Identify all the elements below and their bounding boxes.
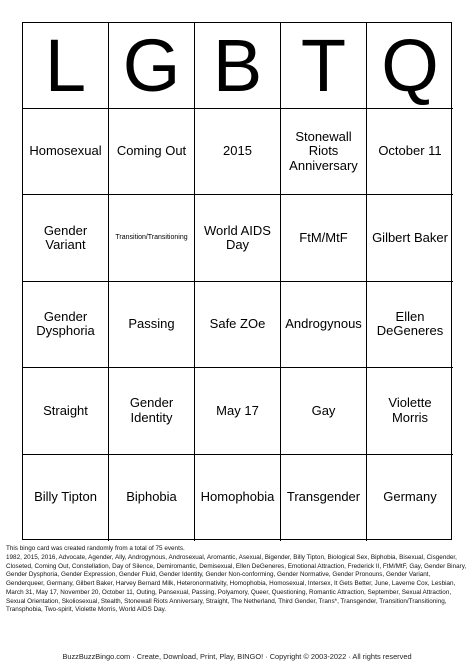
bingo-cell: Homosexual [23,109,109,195]
bingo-cell: Homophobia [195,455,281,541]
bingo-cell: Safe ZOe [195,282,281,368]
bingo-cell: May 17 [195,368,281,454]
bingo-cell: Gender Variant [23,195,109,281]
header-letter-g: G [109,23,195,109]
bingo-grid [23,23,451,539]
bingo-cell: World AIDS Day [195,195,281,281]
header-letter-l: L [23,23,109,109]
bingo-cell: Violette Morris [367,368,453,454]
bingo-cell: Ellen DeGeneres [367,282,453,368]
bingo-cell: 2015 [195,109,281,195]
bingo-cell: Gay [281,368,367,454]
footnote-intro: This bingo card was created randomly from a total of 75 events. [6,545,185,552]
event-list-footnote [6,545,468,615]
bingo-cell: Straight [23,368,109,454]
footnote-events: 1982, 2015, 2016, Advocate, Agender, Ally, Androgynous, Androsexual, Aromantic, Asexual, Bigender, Billy Tipton, Biological Sex, Biphobia, Bisexual, Cisgender, Closeted, Coming Out, Constellation, Day of Silence, Demiromantic, Demisexual, Ellen DeGeneres, Emotional Attraction, Frederick II, FtM/MtF, Gay, Gender Binary, Gender Dysphoria, Gender Expression, Gender Fluid, Gender Identity, Gender Non-conforming, Gender Normative, Gender Pronouns, Gender Variant, Genderqueer, Germany, Gilbert Baker, Harvey Bernard Milk, Heteronormativity, Homophobia, Homosexual, Intersex, It Gets Better, June, Laverne Cox, Lesbian, March 31, May 17, November 20, October 11, Outing, Pansexual, Passing, Polyamory, Queer, Questioning, Romantic Attraction, September, Sexual Attraction, Sexual Orientation, Skoliosexual, Stealth, Stonewall Riots Anniversary, Straight, The Netherland, Third Gender, Trans*, Transgender, Transition/Transitioning, Transphobia, Two-spirit, Violette Morris, World AIDS Day. [6,553,467,614]
bingo-cell: Biphobia [109,455,195,541]
bingo-cell: Transgender [281,455,367,541]
bingo-cell: FtM/MtF [281,195,367,281]
bingo-cell: Billy Tipton [23,455,109,541]
header-letter-b: B [195,23,281,109]
bingo-card [22,22,452,540]
bingo-cell: Germany [383,489,437,505]
bingo-cell: October 11 [367,109,453,195]
bingo-cell: Transition/Transitioning [109,195,195,281]
bingo-cell: Stonewall Riots Anniversary [281,109,367,195]
bingo-cell: Gilbert Baker [367,195,453,281]
bingo-cell: Passing [109,282,195,368]
header-letter-q: Q [367,23,453,109]
bingo-cell: Coming Out [109,109,195,195]
header-letter-t: T [281,23,367,109]
site-footer: BuzzBuzzBingo.com · Create, Download, Print, Play, BINGO! · Copyright © 2003-2022 · All rights reserved [62,652,412,661]
bingo-cell: Androgynous [281,282,367,368]
bingo-cell: Gender Identity [109,368,195,454]
bingo-cell: Gender Dysphoria [23,282,109,368]
